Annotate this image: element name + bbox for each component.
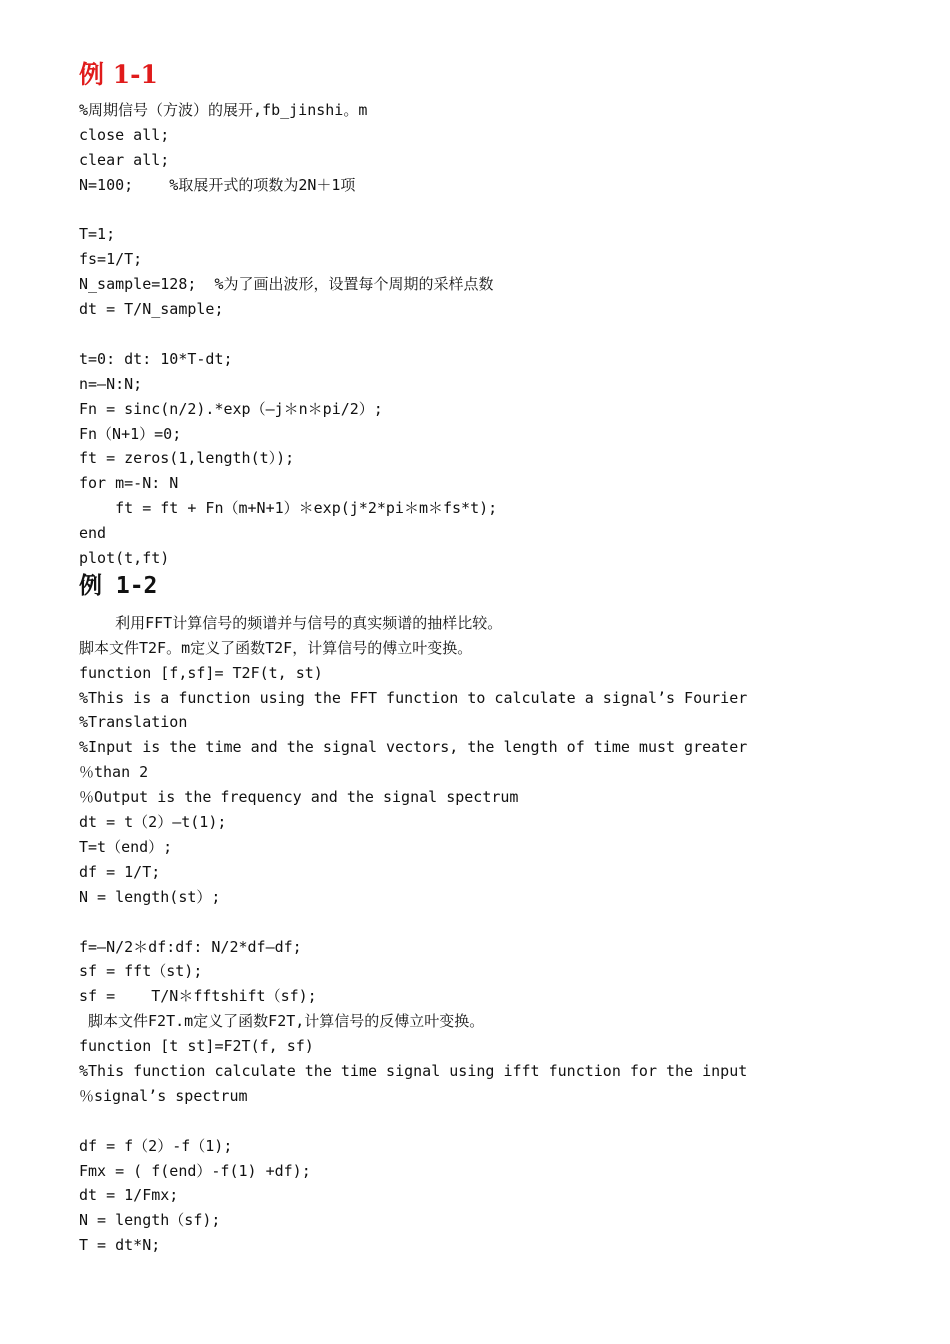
code-line: dt = T/N_sample;	[79, 300, 224, 319]
code-line: function [f,sf]= T2F(t, st)	[79, 663, 323, 682]
code-line: end	[79, 524, 107, 543]
code-line: N = length（sf);	[79, 1211, 221, 1230]
code-line: ft = ft + Fn（m+N+1）＊exp(j*2*pi＊m＊fs*t);	[79, 499, 498, 518]
code-line	[79, 322, 899, 347]
code-line: %This is a function using the FFT function to calculate a signal’s Fourier	[79, 688, 748, 707]
example-1-1-heading: 例 1-1	[79, 60, 158, 89]
code-line: fs=1/T;	[79, 250, 143, 269]
code-line: ％Output is the frequency and the signal spectrum	[79, 788, 519, 807]
example-1-2-heading: 例 1-2	[79, 572, 158, 599]
code-line	[79, 910, 899, 935]
code-line: 脚本文件T2F。m定义了函数T2F，计算信号的傅立叶变换。	[79, 638, 473, 657]
code-line: T=t（end）;	[79, 837, 173, 856]
code-line: function [t st]=F2T(f, sf)	[79, 1037, 314, 1056]
code-line: plot(t,ft)	[79, 549, 170, 568]
code-line: N = length(st）;	[79, 887, 221, 906]
code-line	[79, 198, 899, 223]
code-line: 利用FFT计算信号的频谱并与信号的真实频谱的抽样比较。	[79, 613, 503, 632]
code-line: dt = 1/Fmx;	[79, 1186, 179, 1205]
code-line: ft = zeros(1,length(t）);	[79, 449, 295, 468]
code-line: sf = T/N＊fftshift（sf);	[79, 987, 317, 1006]
code-line: T=1;	[79, 225, 116, 244]
code-line: N=100; %取展开式的项数为2N＋1项	[79, 175, 356, 194]
code-line: T = dt*N;	[79, 1236, 161, 1255]
code-line: close all;	[79, 125, 170, 144]
code-line: clear all;	[79, 150, 170, 169]
code-line: %Input is the time and the signal vectors, the length of time must greater	[79, 738, 748, 757]
example-1-2-code	[79, 611, 899, 1258]
code-line: for m=-N: N	[79, 474, 179, 493]
code-line: n=—N:N;	[79, 374, 143, 393]
code-line: Fn = sinc(n/2).*exp（—j＊n＊pi/2）;	[79, 399, 383, 418]
code-line	[79, 1109, 899, 1134]
code-line: %周期信号（方波）的展开,fb_jinshi。m	[79, 101, 368, 119]
code-line: sf = fft（st);	[79, 962, 203, 981]
code-line: df = f（2）-f（1);	[79, 1136, 233, 1155]
code-line: t=0: dt: 10*T-dt;	[79, 349, 233, 368]
code-line: Fn（N+1）=0;	[79, 424, 182, 443]
code-line: f=—N/2＊df:df: N/2*df—df;	[79, 937, 302, 956]
code-line: %This function calculate the time signal using ifft function for the input	[79, 1061, 748, 1080]
code-line: N_sample=128; %为了画出波形，设置每个周期的采样点数	[79, 275, 494, 294]
code-line: ％signal’s spectrum	[79, 1086, 248, 1105]
code-line: Fmx = ( f(end）-f(1) +df);	[79, 1161, 311, 1180]
code-line: dt = t（2）—t(1);	[79, 813, 227, 832]
document-content	[79, 58, 899, 1258]
code-line: df = 1/T;	[79, 862, 161, 881]
code-line: ％than 2	[79, 763, 149, 782]
example-1-1-code	[79, 98, 899, 571]
code-line: %Translation	[79, 713, 188, 732]
code-line: 脚本文件F2T.m定义了函数F2T,计算信号的反傅立叶变换。	[79, 1012, 485, 1031]
